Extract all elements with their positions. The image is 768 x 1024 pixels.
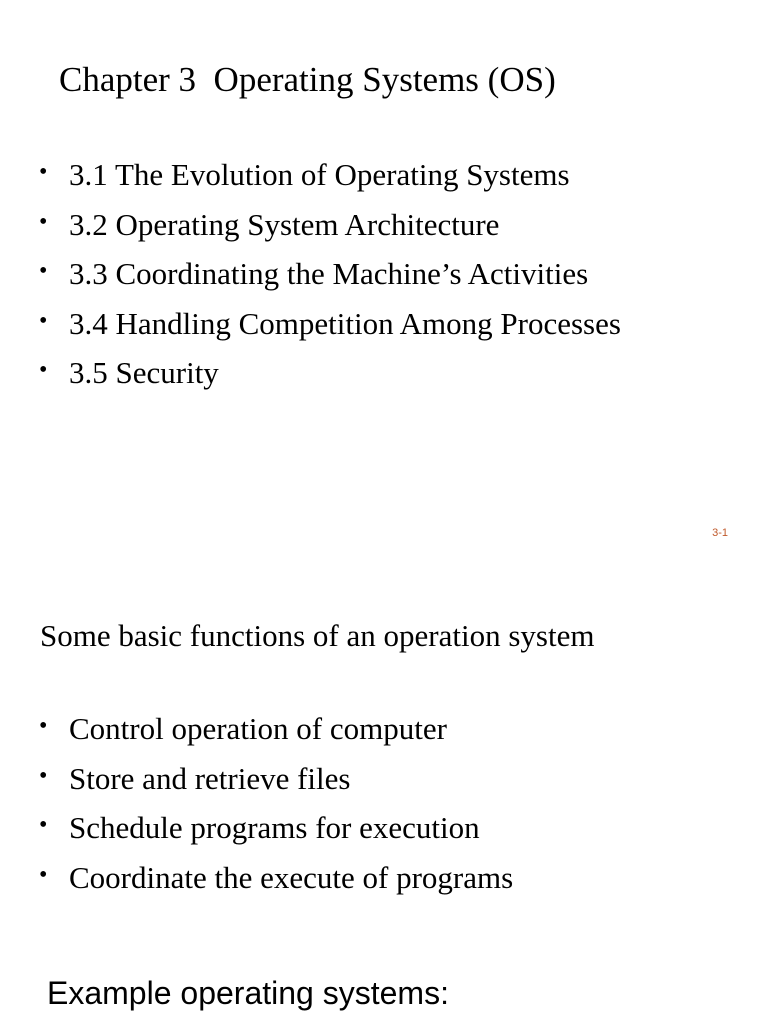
list-item-text: Store and retrieve files [69, 760, 351, 796]
list-item-text: 3.5 Security [69, 355, 219, 390]
bullet-icon: • [39, 258, 48, 284]
list-item [39, 754, 513, 804]
functions-heading: Some basic functions of an operation system [40, 618, 595, 653]
list-item-text: 3.2 Operating System Architecture [69, 206, 500, 242]
bullet-icon: • [39, 812, 48, 838]
list-item-text: 3.1 The Evolution of Operating Systems [69, 157, 570, 192]
bullet-icon: • [39, 159, 48, 185]
list-item-text: 3.3 Coordinating the Machine’s Activities [69, 256, 589, 291]
list-item [39, 803, 513, 853]
list-item-text: Control operation of computer [69, 711, 447, 746]
list-item-text: Coordinate the execute of programs [69, 859, 514, 895]
bullet-icon: • [39, 713, 48, 739]
list-item [39, 249, 621, 299]
list-item [39, 853, 513, 903]
chapter-title: Chapter 3 Operating Systems (OS) [59, 60, 556, 99]
contents-list [39, 150, 621, 398]
bullet-icon: • [39, 861, 48, 888]
bullet-icon: • [39, 208, 48, 235]
list-item-text: 3.4 Handling Competition Among Processes [69, 305, 621, 341]
list-item [39, 704, 513, 754]
functions-list [39, 704, 513, 902]
list-item-text: Schedule programs for execution [69, 810, 480, 845]
slide-number: 3-1 [712, 527, 728, 539]
list-item [39, 299, 621, 349]
slide-os-functions [0, 560, 768, 1024]
list-item [39, 150, 621, 200]
bullet-icon: • [39, 357, 48, 383]
list-item [39, 348, 621, 398]
list-item [39, 200, 621, 250]
example-os-heading: Example operating systems: [47, 975, 449, 1011]
bullet-icon: • [39, 762, 48, 789]
bullet-icon: • [39, 307, 48, 334]
